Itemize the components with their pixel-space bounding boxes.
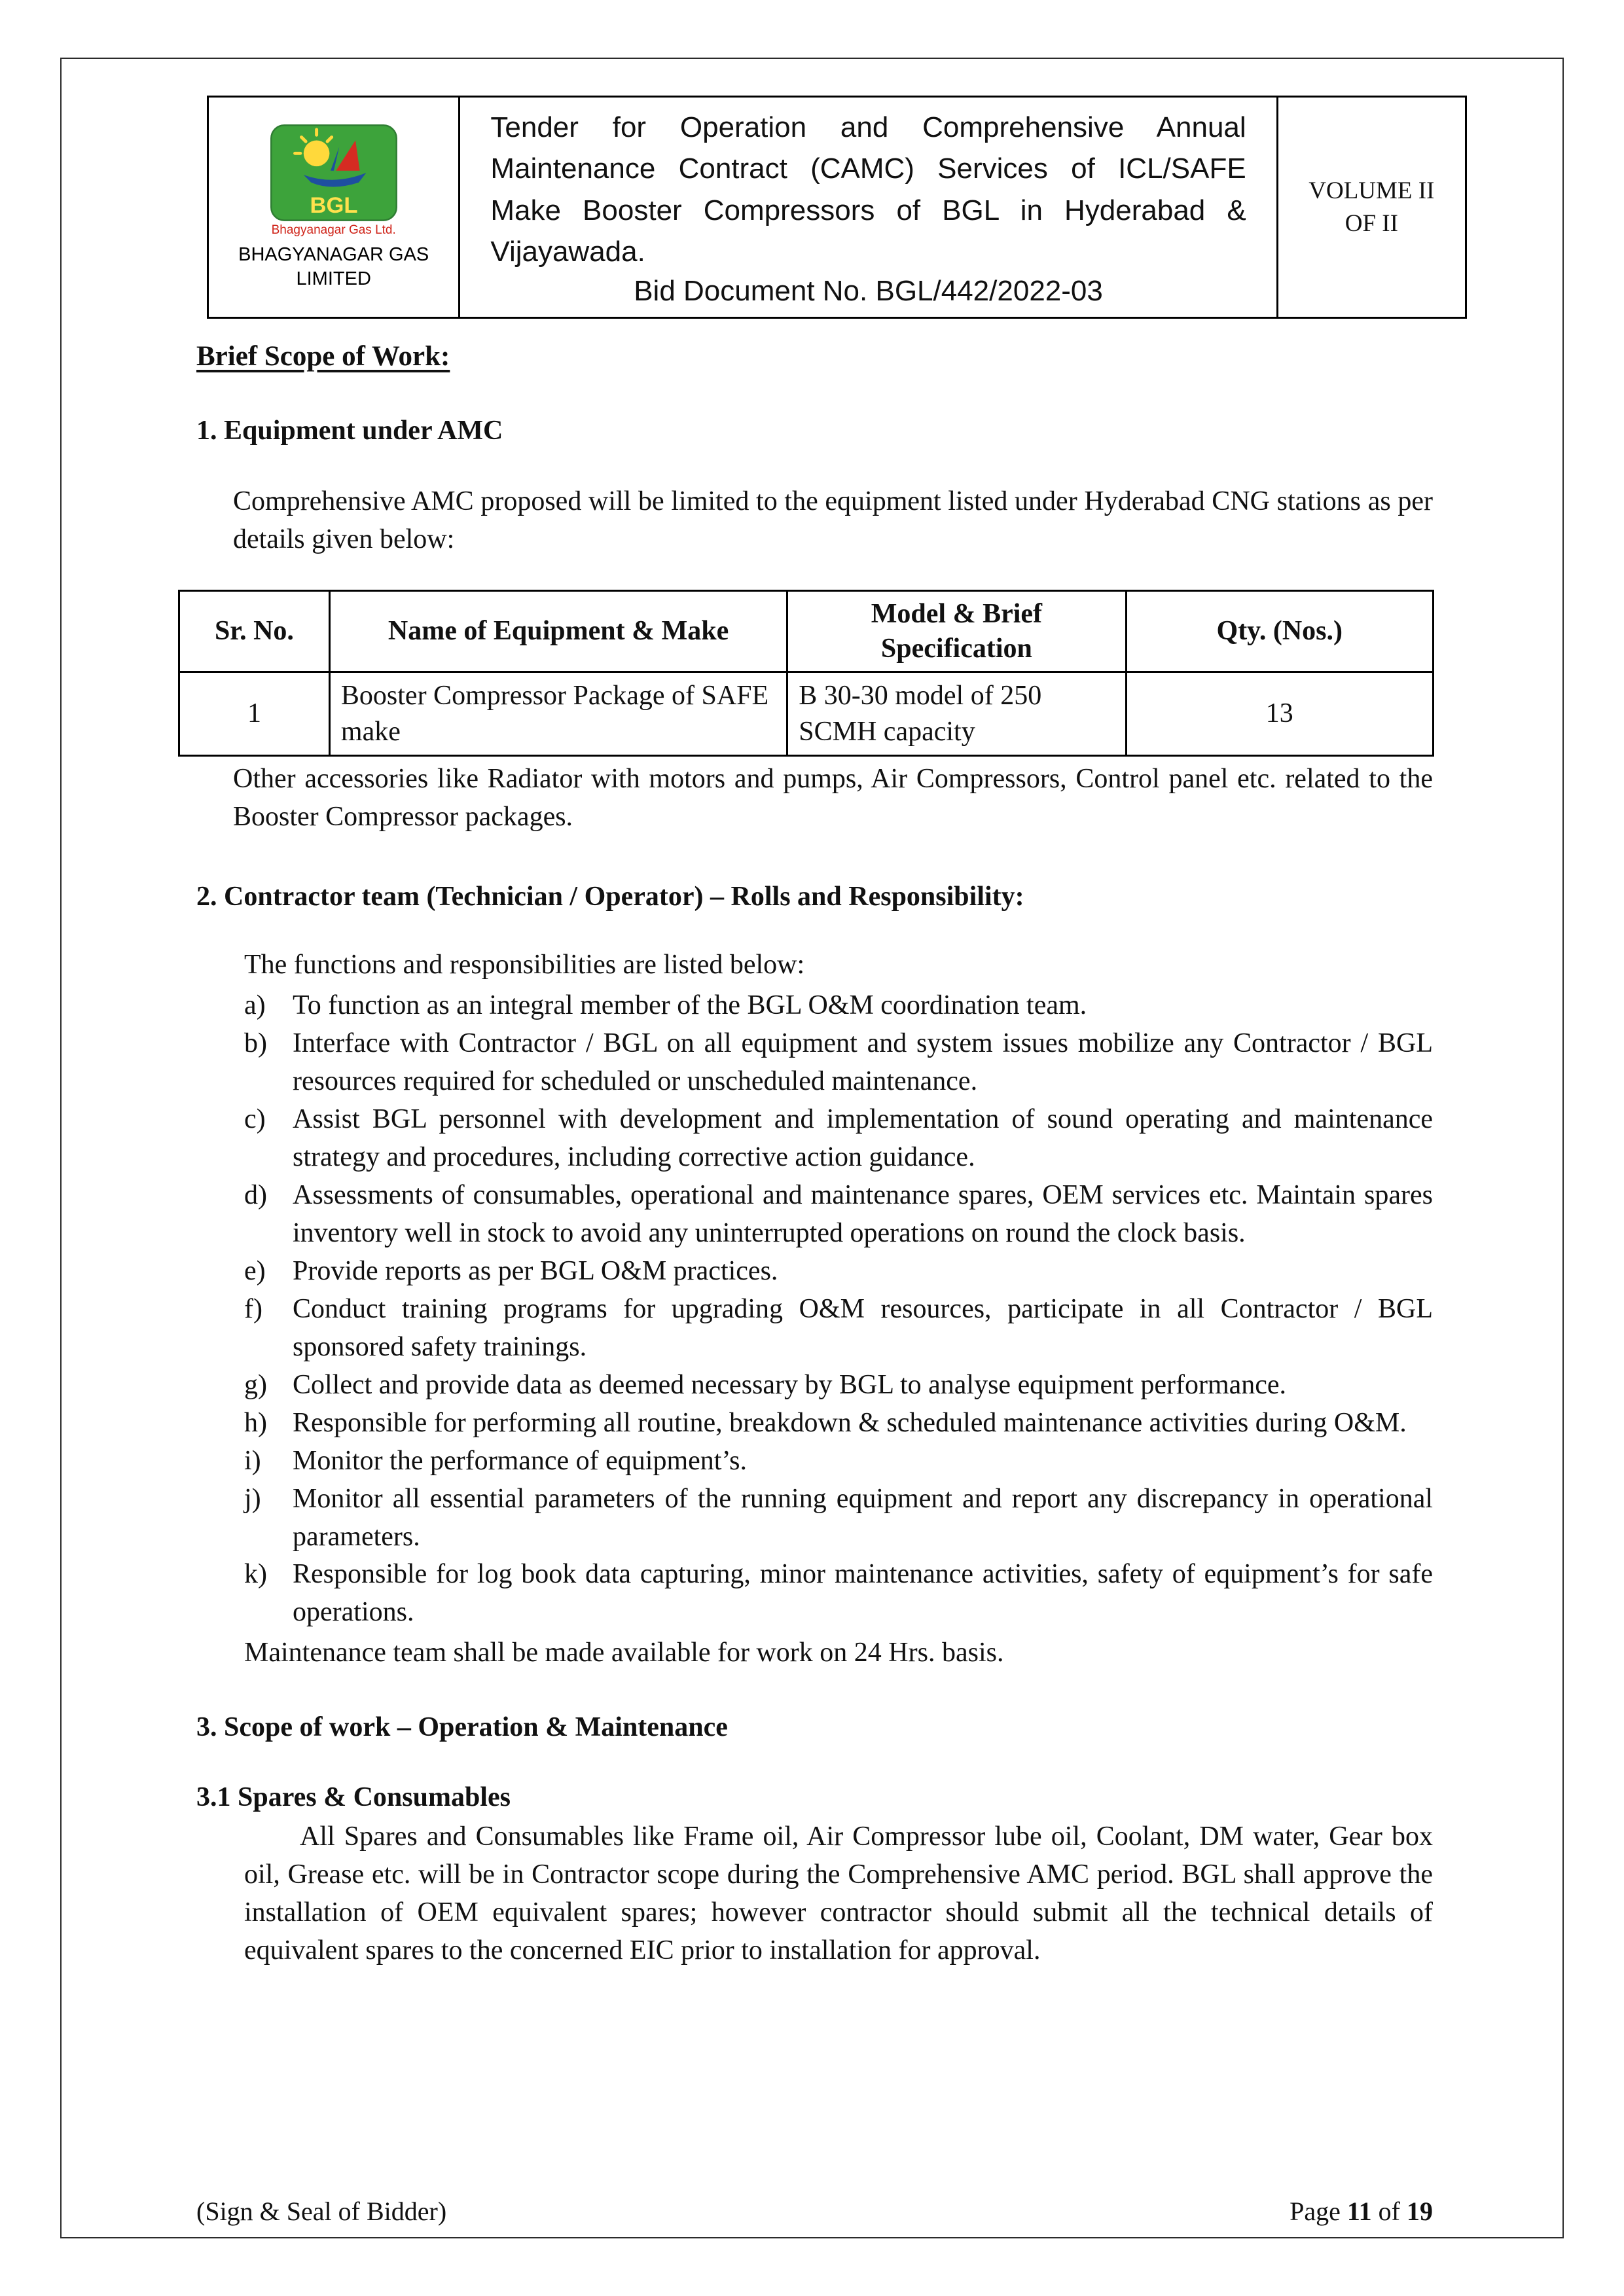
list-item-text: Responsible for performing all routine, breakdown & scheduled maintenance activities during O&M.: [293, 1407, 1407, 1438]
cell-sr-no: 1: [179, 672, 330, 756]
section3-title: 3. Scope of work – Operation & Maintenance: [196, 1712, 728, 1743]
org-name-line1: BHAGYANAGAR GAS: [238, 244, 429, 266]
list-item-text: Interface with Contractor / BGL on all equipment and system issues mobilize any Contractor / BGL resources required for scheduled or unscheduled maintenance.: [293, 1028, 1433, 1097]
table-header-qty: Qty. (Nos.): [1126, 591, 1433, 672]
list-item-text: To function as an integral member of the BGL O&M coordination team.: [293, 990, 1087, 1021]
list-item: [244, 1556, 1433, 1632]
list-item: [244, 1101, 1433, 1177]
list-item-label: f): [244, 1293, 262, 1324]
list-item: [244, 1253, 1433, 1291]
title-cell: [460, 97, 1277, 318]
list-item-label: g): [244, 1369, 267, 1400]
page-num: 11: [1346, 2197, 1372, 2226]
section2-intro: The functions and responsibilities are listed below:: [244, 950, 805, 980]
section2-closing: Maintenance team shall be made available for work on 24 Hrs. basis.: [244, 1638, 1004, 1668]
section3-1-title: 3.1 Spares & Consumables: [196, 1782, 511, 1813]
list-item: [244, 1367, 1433, 1405]
list-item-text: Collect and provide data as deemed necessary by BGL to analyse equipment performance.: [293, 1369, 1287, 1400]
document-body: [196, 337, 1433, 1970]
header-table: [207, 96, 1467, 319]
list-item-text: Conduct training programs for upgrading O&M resources, participate in all Contractor / BGL sponsored safety trainings.: [293, 1293, 1433, 1362]
list-item-label: h): [244, 1407, 267, 1438]
org-name: [215, 243, 452, 291]
volume-line1: VOLUME II: [1308, 177, 1435, 204]
page-word: Page: [1290, 2197, 1341, 2226]
equipment-table-header-row: [179, 591, 1434, 672]
section1-intro-paragraph: Comprehensive AMC proposed will be limited to the equipment listed under Hyderabad CNG stations as per details given below:: [233, 486, 1433, 555]
list-item: [244, 1025, 1433, 1101]
list-item-label: e): [244, 1255, 266, 1286]
bid-document-number: Bid Document No. BGL/442/2022-03: [634, 275, 1103, 308]
list-item: [244, 1177, 1433, 1253]
of-word: of: [1378, 2197, 1400, 2226]
logo-cell: [208, 97, 460, 318]
section1-title: 1. Equipment under AMC: [196, 416, 503, 446]
list-item-label: c): [244, 1104, 266, 1135]
list-item-label: j): [244, 1483, 261, 1514]
section1-note-paragraph: Other accessories like Radiator with motors and pumps, Air Compressors, Control panel etc. related to the Booster Compressor packages.: [233, 764, 1433, 833]
list-item-label: k): [244, 1559, 267, 1590]
page-title: Brief Scope of Work:: [196, 341, 450, 372]
list-item-text: Assessments of consumables, operational and maintenance spares, OEM services etc. Maintain spares inventory well in stock to avoid any uninterrupted operations on round the clock basis.: [293, 1179, 1433, 1248]
page-footer: [196, 2196, 1433, 2227]
volume-cell: [1277, 97, 1466, 318]
section3-1-paragraph: All Spares and Consumables like Frame oil, Air Compressor lube oil, Coolant, DM water, Gear box oil, Grease etc. will be in Contractor scope during the Comprehensive AMC period. BGL shall approve the installation of OEM equivalent spares; however contractor should submit all the technical details of equivalent spares to the concerned EIC prior to installation for approval.: [244, 1821, 1433, 1966]
list-item: [244, 987, 1433, 1025]
list-item: [244, 1443, 1433, 1480]
list-item-text: Monitor all essential parameters of the running equipment and report any discrepancy in operational parameters.: [293, 1483, 1433, 1552]
list-item-text: Provide reports as per BGL O&M practices.: [293, 1255, 778, 1286]
org-name-line2: LIMITED: [296, 268, 371, 290]
logo-abbr-text: BGL: [310, 193, 358, 219]
cell-model-spec: B 30-30 model of 250 SCMH capacity: [787, 672, 1126, 756]
equipment-table: [178, 590, 1434, 757]
list-item-text: Monitor the performance of equipment’s.: [293, 1445, 747, 1476]
page-number: [1290, 2196, 1433, 2227]
list-item-text: Responsible for log book data capturing, minor maintenance activities, safety of equipment’s for safe operations.: [293, 1559, 1433, 1628]
table-row: [179, 672, 1434, 756]
cell-qty: 13: [1126, 672, 1433, 756]
list-item-label: i): [244, 1445, 261, 1476]
list-item: [244, 1405, 1433, 1443]
list-item-label: b): [244, 1028, 267, 1059]
logo-caption: Bhagyanagar Gas Ltd.: [271, 223, 396, 238]
responsibility-list: [244, 987, 1433, 1632]
volume-line2: OF II: [1344, 209, 1398, 237]
bgl-logo-icon: [269, 123, 399, 223]
total-pages: 19: [1407, 2197, 1433, 2226]
list-item: [244, 1291, 1433, 1367]
list-item-label: d): [244, 1179, 267, 1210]
tender-title: Tender for Operation and Comprehensive Annual Maintenance Contract (CAMC) Services of ICL/SAFE Make Booster Compressors of BGL in Hyderabad & Vijayawada.: [490, 111, 1246, 268]
sign-seal-label: (Sign & Seal of Bidder): [196, 2197, 447, 2226]
table-header-sr-no: Sr. No.: [179, 591, 330, 672]
section2-title: 2. Contractor team (Technician / Operator) – Rolls and Responsibility:: [196, 882, 1024, 912]
cell-equipment-name: Booster Compressor Package of SAFE make: [329, 672, 787, 756]
list-item: [244, 1480, 1433, 1556]
table-header-name: Name of Equipment & Make: [329, 591, 787, 672]
list-item-label: a): [244, 990, 266, 1021]
table-header-model: Model & Brief Specification: [787, 591, 1126, 672]
list-item-text: Assist BGL personnel with development and implementation of sound operating and maintenance strategy and procedures, including corrective action guidance.: [293, 1104, 1433, 1172]
